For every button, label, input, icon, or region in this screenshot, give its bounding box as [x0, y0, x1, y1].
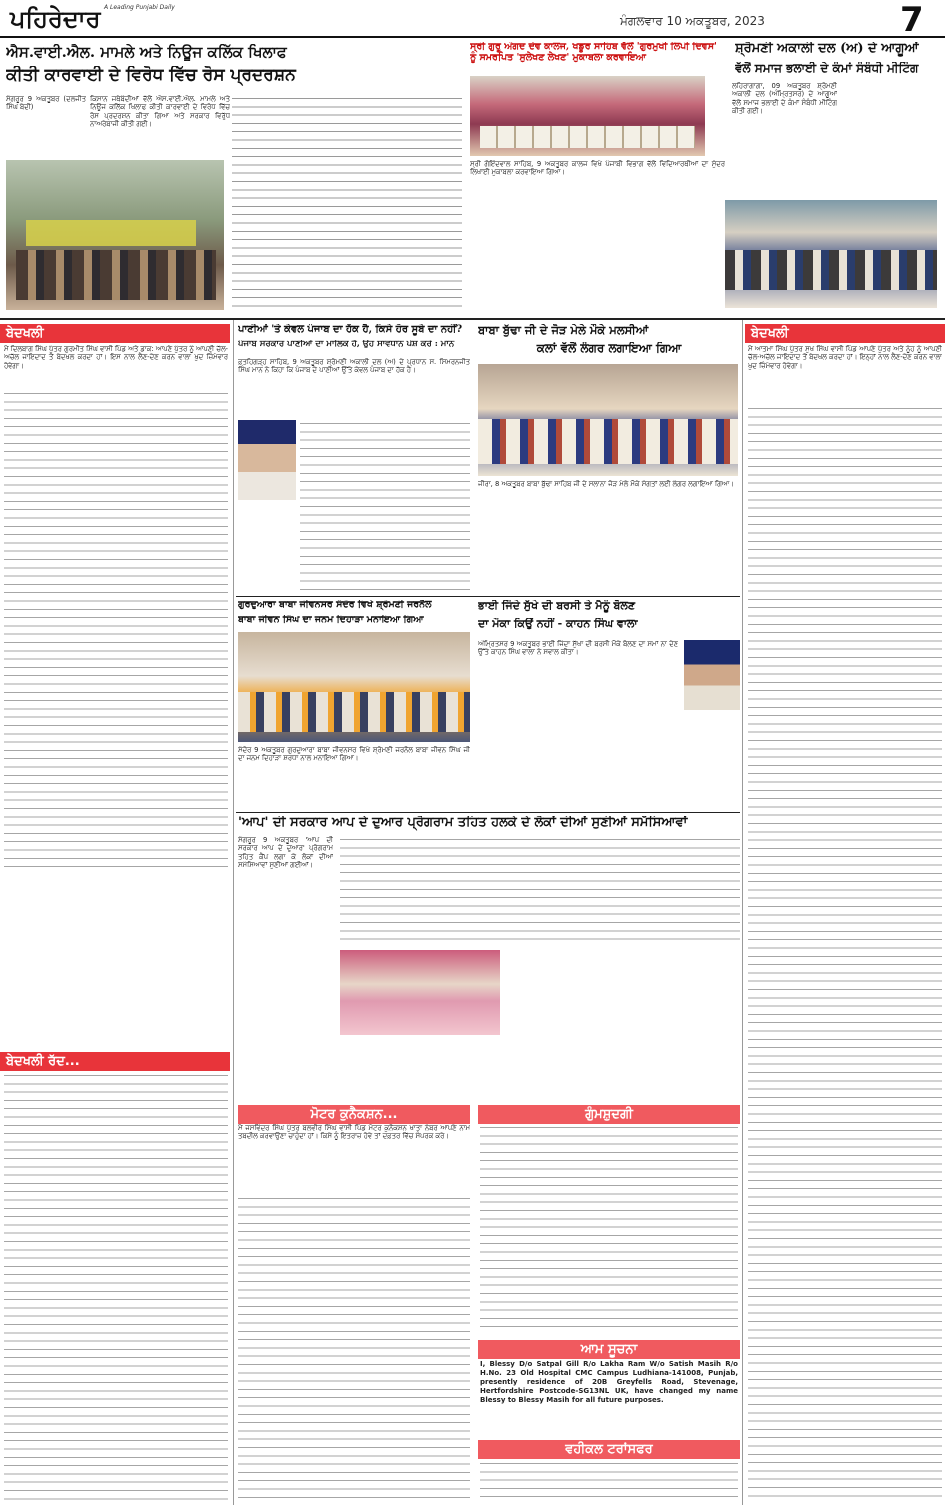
- masthead: [0, 0, 945, 38]
- right-classifieds-more: [748, 405, 942, 1500]
- left-classifieds-more: [4, 390, 228, 870]
- section-motor: ਮੋਟਰ ਕੁਨੈਕਸ਼ਨ...: [238, 1105, 470, 1124]
- article-5-headline-1: ਬਾਬਾ ਬੁੱਢਾ ਜੀ ਦੇ ਜੋੜ ਮੇਲੇ ਮੌਕੇ ਮਲਸੀਆਂ: [478, 324, 649, 337]
- article-7-photo: [684, 640, 740, 710]
- article-6-body: ਸੰਦੋਰ 9 ਅਕਤੂਬਰ ਗੁਰਦੁਆਰਾ ਬਾਬਾ ਜੀਵਨਸਰ ਵਿਖੇ ਸ਼੍ਰੋਮਣੀ ਜਰਨੈਲ ਬਾਬਾ ਜੀਵਨ ਸਿੰਘ ਜੀ ਦਾ ਜਨਮ ਦਿਹਾੜਾ ਸ਼ਰਧਾ ਨਾਲ ਮਨਾਇਆ ਗਿਆ।: [238, 746, 470, 763]
- section-left-title: ਬੇਦਖਲੀ: [0, 324, 230, 343]
- article-3-body: ਲਹਿਰਾਗਾਗਾ, 09 ਅਕਤੂਬਰ ਸ਼੍ਰੋਮਣੀ ਅਕਾਲੀ ਦਲ (ਅੰਮ੍ਰਿਤਸਰ) ਦੇ ਆਗੂਆਂ ਵੱਲੋਂ ਸਮਾਜ ਭਲਾਈ ਦੇ ਕੰਮਾਂ ਸੰਬੰਧੀ ਮੀਟਿੰਗ ਕੀਤੀ ਗਈ।: [732, 82, 837, 115]
- article-3-photo: [725, 200, 937, 308]
- section-notice: ਆਮ ਸੂਚਨਾ: [478, 1340, 740, 1359]
- motor-classifieds: ਮੈਂ ਜਸਵਿੰਦਰ ਸਿੰਘ ਪੁੱਤਰ ਬਲਵੀਰ ਸਿੰਘ ਵਾਸੀ ਪਿੰਡ ਮੋਟਰ ਕੁਨੈਕਸ਼ਨ ਖਾਤਾ ਨੰਬਰ ਆਪਣੇ ਨਾਮ ਤਬਦੀਲ ਕਰਵਾਉਣਾ ਚਾਹੁੰਦਾ ਹਾਂ। ਕਿਸੇ ਨੂੰ ਇਤਰਾਜ਼ ਹੋਵੇ ਤਾਂ ਦਫ਼ਤਰ ਵਿੱਚ ਸੰਪਰਕ ਕਰੇ।: [238, 1124, 470, 1141]
- article-8-body: ਸੰਗਰੂਰ 9 ਅਕਤੂਬਰ 'ਆਪ ਦੀ ਸਰਕਾਰ ਆਪ ਦੇ ਦੁਆਰ' ਪ੍ਰੋਗਰਾਮ ਤਹਿਤ ਕੈਂਪ ਲਗਾ ਕੇ ਲੋਕਾਂ ਦੀਆਂ ਸਮੱਸਿਆਵਾਂ ਸੁਣੀਆਂ ਗਈਆਂ।: [238, 836, 333, 869]
- article-4-headline: ਪਾਣੀਆਂ 'ਤੇ ਕੇਵਲ ਪੰਜਾਬ ਦਾ ਹੱਕ ਹੈ, ਕਿਸੇ ਹੋਰ ਸੂਬੇ ਦਾ ਨਹੀਂ?: [238, 324, 463, 335]
- article-8-cols: [340, 836, 740, 946]
- section-lost: ਗੁੰਮਸ਼ੁਦਗੀ: [478, 1105, 740, 1124]
- masthead-logo: ਪਹਿਰੇਦਾਰ: [10, 4, 101, 33]
- article-1-photo: [6, 160, 224, 310]
- article-1-body: ਕਿਸਾਨ ਜਥੇਬੰਦੀਆਂ ਵੱਲੋਂ ਐਸ.ਵਾਈ.ਐਲ. ਮਾਮਲੇ ਅਤੇ ਨਿਊਜ ਕਲਿੱਕ ਖਿਲਾਫ ਕੀਤੀ ਕਾਰਵਾਈ ਦੇ ਵਿਰੋਧ ਵਿੱਚ ਰੋਸ ਪ੍ਰਦਰਸ਼ਨ ਕੀਤਾ ਗਿਆ ਅਤੇ ਸਰਕਾਰ ਵਿਰੁੱਧ ਨਾਅਰੇਬਾਜੀ ਕੀਤੀ ਗਈ।: [90, 95, 230, 128]
- article-7-headline-1: ਭਾਈ ਜਿੰਦੇ ਸੁੱਖੇ ਦੀ ਬਰਸੀ ਤੇ ਮੈਨੂੰ ਬੋਲਣ: [478, 600, 636, 612]
- article-2-headline: ਸ੍ਰੀ ਗੁਰੂ ਅੰਗਦ ਦੇਵ ਕਾਲਜ, ਖਡੂਰ ਸਾਹਿਬ ਵੱਲੋਂ 'ਗੁਰਮੁਖੀ ਲਿਪੀ ਦਿਵਸ' ਨੂੰ ਸਮਰਪਿਤ 'ਸੁਲੇਖਣ ਲੇਖਣ' ਮੁਕਾਬਲਾ ਕਰਵਾਇਆ: [470, 42, 717, 63]
- left-classifieds: ਮੈਂ ਦਿਲਬਾਗ ਸਿੰਘ ਪੁੱਤਰ ਗੁਰਮੀਤ ਸਿੰਘ ਵਾਸੀ ਪਿੰਡ ਅਤੇ ਡਾਕ: ਆਪਣੇ ਪੁੱਤਰ ਨੂੰ ਆਪਣੀ ਚੱਲ-ਅਚੱਲ ਜਾਇਦਾਦ ਤੋਂ ਬੇਦਖਲ ਕਰਦਾ ਹਾਂ। ਇਸ ਨਾਲ ਲੈਣ-ਦੇਣ ਕਰਨ ਵਾਲਾ ਖੁਦ ਜ਼ਿੰਮੇਵਾਰ ਹੋਵੇਗਾ।: [4, 345, 228, 370]
- lost-classifieds: [480, 1124, 738, 1334]
- article-4-photo: [238, 420, 296, 500]
- masthead-date: ਮੰਗਲਵਾਰ 10 ਅਕਤੂਬਰ, 2023: [620, 14, 765, 28]
- article-8-headline: 'ਆਪ' ਦੀ ਸਰਕਾਰ ਆਪ ਦੇ ਦੁਆਰ ਪ੍ਰੋਗਰਾਮ ਤਹਿਤ ਹਲਕੇ ਦੇ ਲੋਕਾਂ ਦੀਆਂ ਸੁਣੀਆਂ ਸਮੱਸਿਆਵਾਂ: [238, 816, 688, 830]
- vehicle-classifieds: [480, 1460, 738, 1502]
- article-4-cont: [300, 420, 470, 590]
- article-1-headline-1: ਐਸ.ਵਾਈ.ਐਲ. ਮਾਮਲੇ ਅਤੇ ਨਿਊਜ ਕਲਿੱਕ ਖਿਲਾਫ: [6, 44, 287, 61]
- notice-text: I, Blessy D/o Satpal Gill R/o Lakha Ram W/o Satish Masih R/o H.No. 23 Old Hospital CMC Campus Ludhiana-141008, Punjab, presently residence of 20B Greyfells Road, Stevenage, Hertfordshire Postcode-SG13NL UK, have changed my name Blessy to Blessy Masih for all future purposes.: [480, 1360, 738, 1404]
- article-7-headline-2: ਦਾ ਮੌਕਾ ਕਿਉਂ ਨਹੀਂ - ਕਾਹਨ ਸਿੰਘ ਵਾਲਾ: [478, 618, 638, 630]
- article-5-body: ਜੀਰਾ, 8 ਅਕਤੂਬਰ ਬਾਬਾ ਬੁੱਢਾ ਸਾਹਿਬ ਜੀ ਦੇ ਸਲਾਨਾ ਜੋੜ ਮੇਲੇ ਮੌਕੇ ਸੰਗਤਾਂ ਲਈ ਲੰਗਰ ਲਗਾਇਆ ਗਿਆ।: [478, 480, 734, 488]
- article-6-photo: [238, 632, 470, 742]
- article-3-headline-1: ਸ਼੍ਰੋਮਣੀ ਅਕਾਲੀ ਦਲ (ਅ) ਦੇ ਆਗੂਆਂ: [735, 42, 919, 56]
- article-1-headline-2: ਕੀਤੀ ਕਾਰਵਾਈ ਦੇ ਵਿਰੋਧ ਵਿੱਚ ਰੋਸ ਪ੍ਰਦਰਸ਼ਨ: [6, 66, 296, 85]
- article-7-body: ਅੰਮ੍ਰਿਤਸਰ 9 ਅਕਤੂਬਰ ਭਾਈ ਜਿੰਦਾ ਸੁੱਖਾ ਦੀ ਬਰਸੀ ਮੌਕੇ ਬੋਲਣ ਦਾ ਸਮਾਂ ਨਾ ਦੇਣ ਉੱਤੇ ਕਾਹਨ ਸਿੰਘ ਵਾਲਾ ਨੇ ਸਵਾਲ ਕੀਤਾ।: [478, 640, 678, 657]
- article-4-body: ਫ਼ਤਹਿਗੜ੍ਹ ਸਾਹਿਬ, 9 ਅਕਤੂਬਰ ਸ਼੍ਰੋਮਣੀ ਅਕਾਲੀ ਦਲ (ਅ) ਦੇ ਪ੍ਰਧਾਨ ਸ. ਸਿਮਰਨਜੀਤ ਸਿੰਘ ਮਾਨ ਨੇ ਕਿਹਾ ਕਿ ਪੰਜਾਬ ਦੇ ਪਾਣੀਆਂ ਉੱਤੇ ਕੇਵਲ ਪੰਜਾਬ ਦਾ ਹੱਕ ਹੈ।: [238, 358, 470, 375]
- article-6-headline-2: ਬਾਬਾ ਜੀਵਨ ਸਿੰਘ ਦਾ ਜਨਮ ਦਿਹਾੜਾ ਮਨਾਇਆ ਗਿਆ: [238, 615, 424, 625]
- article-3-headline-2: ਵੱਲੋਂ ਸਮਾਜ ਭਲਾਈ ਦੇ ਕੰਮਾਂ ਸੰਬੰਧੀ ਮੀਟਿੰਗ: [735, 62, 919, 75]
- section-right-title: ਬੇਦਖਲੀ: [745, 324, 945, 343]
- article-2-photo: [470, 76, 705, 156]
- article-6-headline-1: ਗੁਰਦੁਆਰਾ ਬਾਬਾ ਜੀਵਨਸਰ ਸੰਦੋਰ ਵਿਖੇ ਸ਼੍ਰੋਮਣੀ ਜਰਨੈਲ: [238, 600, 432, 610]
- right-classifieds: ਮੈਂ ਆਤਮਾ ਸਿੰਘ ਪੁੱਤਰ ਸੁਖ ਸਿੰਘ ਵਾਸੀ ਪਿੰਡ ਆਪਣੇ ਪੁੱਤਰ ਅਤੇ ਨੂੰਹ ਨੂੰ ਆਪਣੀ ਚੱਲ-ਅਚੱਲ ਜਾਇਦਾਦ ਤੋਂ ਬੇਦਖਲ ਕਰਦਾ ਹਾਂ। ਇਨ੍ਹਾਂ ਨਾਲ ਲੈਣ-ਦੇਣ ਕਰਨ ਵਾਲਾ ਖੁਦ ਜ਼ਿੰਮੇਵਾਰ ਹੋਵੇਗਾ।: [748, 345, 942, 370]
- article-5-photo: [478, 364, 738, 476]
- section-bottom-left-title: ਬੇਦਖਲੀ ਰੱਦ...: [0, 1052, 230, 1071]
- article-5-headline-2: ਕਲਾਂ ਵੱਲੋਂ ਲੰਗਰ ਲਗਾਇਆ ਗਿਆ: [536, 342, 682, 355]
- article-1-col-2: [232, 95, 462, 310]
- article-4-subhead: ਪੰਜਾਬ ਸਰਕਾਰ ਪਾਣੀਆਂ ਦਾ ਮਾਲਿਕ ਹੈ, ਉਹ ਸਾਵਧਾਨ ਪੇਸ਼ ਕਰੇ : ਮਾਨ: [238, 340, 455, 349]
- article-1-dateline: ਸੰਗਰੂਰ 9 ਅਕਤੂਬਰ (ਦਲਜੀਤ ਸਿੰਘ ਬੇਦੀ): [6, 95, 86, 112]
- left-bottom-classifieds: [4, 1072, 228, 1502]
- masthead-tagline: A Leading Punjabi Daily: [104, 4, 175, 11]
- motor-classifieds-more: [238, 1195, 470, 1500]
- article-2-body: ਸ੍ਰੀ ਗੋਇੰਦਵਾਲ ਸਾਹਿਬ, 9 ਅਕਤੂਬਰ ਕਾਲਜ ਵਿਖੇ ਪੰਜਾਬੀ ਵਿਭਾਗ ਵੱਲੋਂ ਵਿਦਿਆਰਥੀਆਂ ਦਾ ਸੁੰਦਰ ਲਿਖਾਈ ਮੁਕਾਬਲਾ ਕਰਵਾਇਆ ਗਿਆ।: [470, 160, 725, 177]
- page-number: 7: [900, 0, 924, 40]
- article-8-photo-2: [340, 950, 500, 1035]
- section-vehicle: ਵਹੀਕਲ ਟਰਾਂਸਫਰ: [478, 1440, 740, 1459]
